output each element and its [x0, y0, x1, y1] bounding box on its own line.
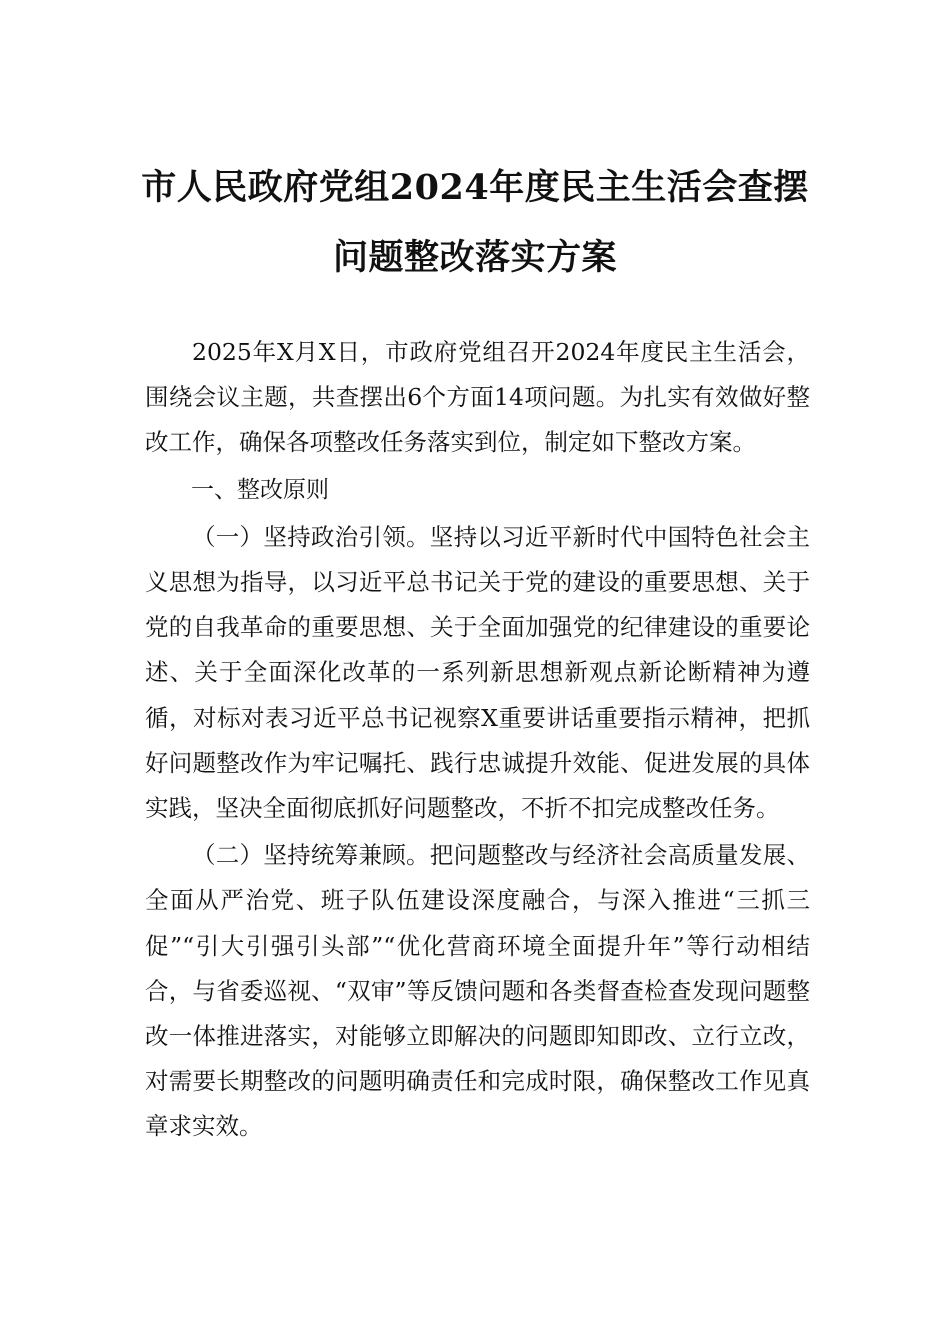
intro-paragraph: 2025年X月X日，市政府党组召开2024年度民主生活会，围绕会议主题，共查摆出6个方面14项问题。为扎实有效做好整改工作，确保各项整改任务落实到位，制定如下整改方案。: [145, 338, 810, 457]
section-heading-principles: 一、整改原则: [191, 476, 329, 503]
principle-paragraph-overall-planning: （二）坚持统筹兼顾。把问题整改与经济社会高质量发展、全面从严治党、班子队伍建设深度融合，与深入推进“三抓三促”“引大引强引头部”“优化营商环境全面提升年”等行动相结合，与省委巡视、“双审”等反馈问题和各类督查检查发现问题整改一体推进落实，对能够立即解决的问题即知即改、立行立改，对需要长期整改的问题明确责任和完成时限，确保整改工作见真章求实效。: [145, 841, 810, 1141]
document-body: [145, 330, 810, 1150]
document-title-line-1: 市人民政府党组2024年度民主生活会查摆: [141, 167, 809, 208]
document-title-line-2: 问题整改落实方案: [332, 237, 617, 278]
principle-paragraph-political-leadership: （一）坚持政治引领。坚持以习近平新时代中国特色社会主义思想为指导，以习近平总书记关于党的建设的重要思想、关于党的自我革命的重要思想、关于全面加强党的纪律建设的重要论述、关于全面深化改革的一系列新思想新观点新论断精神为遵循，对标对表习近平总书记视察X重要讲话重要指示精神，把抓好问题整改作为牢记嘱托、践行忠诚提升效能、促进发展的具体实践，坚决全面彻底抓好问题整改，不折不扣完成整改任务。: [145, 522, 810, 823]
